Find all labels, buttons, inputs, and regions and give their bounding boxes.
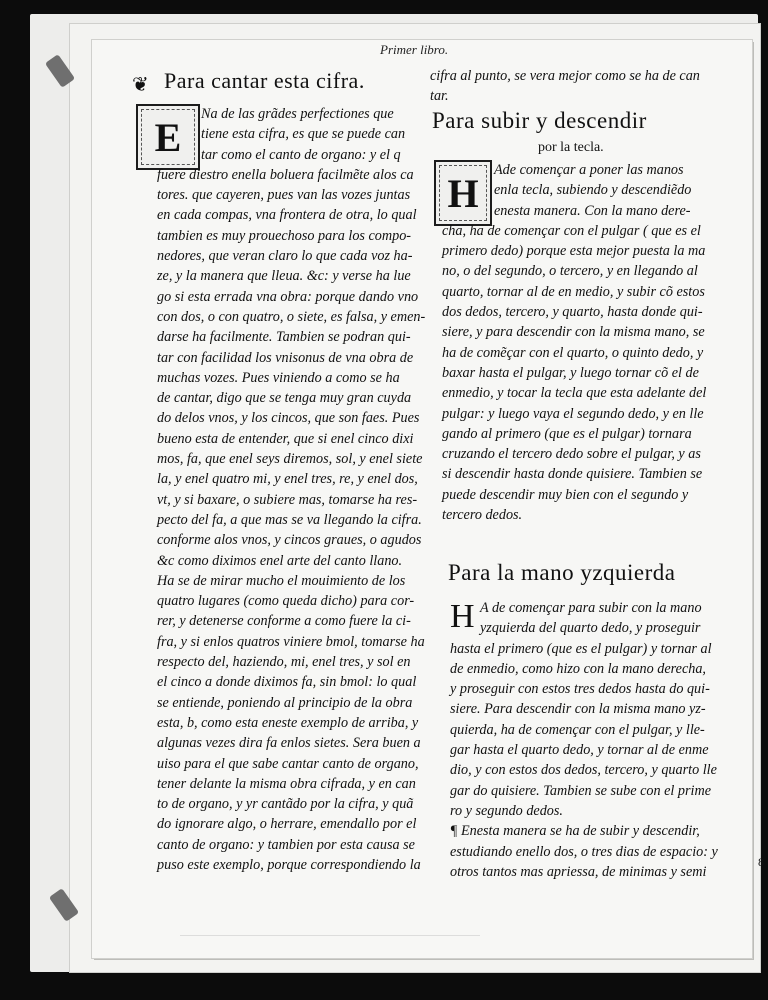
- text-line: esta, b, como esta eneste exemplo de arriba, y: [157, 714, 419, 731]
- text-line: vt, y si baxare, o subiere mas, tomarse ha res-: [157, 491, 418, 508]
- section2-initial: H: [450, 598, 475, 635]
- right-subheading-tecla: por la tecla.: [538, 140, 604, 155]
- text-line: nedores, que veran claro lo que cada voz ha-: [157, 248, 413, 265]
- text-line: en cada compas, vna frontera de otra, lo qual: [157, 207, 417, 224]
- text-line: dio, y con estos dos dedos, tercero, y quarto lle: [450, 762, 717, 779]
- text-line: siere, y para descendir con la misma mano, se: [442, 324, 705, 341]
- text-line: mos, fa, que enel seys diremos, sol, y enel siete: [157, 451, 423, 468]
- text-line: gando al primero (que es el pulgar) tornara: [442, 425, 692, 442]
- text-line: quarto, tornar al de en medio, y subir cõ estos: [442, 283, 705, 300]
- text-line: si descendir hasta donde quisiere. Tambien se: [442, 466, 703, 483]
- text-line: darse ha facilmente. Tambien se podran qui-: [157, 329, 411, 346]
- text-line: enesta manera. Con la mano dere-: [494, 202, 691, 219]
- text-line: do delos vnos, y los cincos, que son faes. Pues: [157, 410, 420, 427]
- text-line: Ha se de mirar mucho el mouimiento de los: [157, 572, 406, 589]
- text-line: gar do quisiere. Tambien se sube con el prime: [450, 782, 711, 799]
- text-line: de cantar, digo que se tenga muy gran cuyda: [157, 390, 412, 407]
- text-line: conforme alos vnos, y cincos graues, o agudos: [157, 532, 422, 549]
- text-line: ze, y la manera que lleua. &c: y verse ha lue: [157, 268, 411, 285]
- text-line: do ignorare algo, o herrare, emendallo por el: [157, 816, 417, 833]
- text-line: gar hasta el quarto dedo, y tornar al de enme: [450, 742, 709, 759]
- text-line: tar.: [430, 88, 449, 105]
- text-line: cifra al punto, se vera mejor como se ha de can: [430, 68, 700, 84]
- text-line: estudiando enello dos, o tres dias de espacio: y: [450, 843, 718, 860]
- text-line: no, o del segundo, o tercero, y en llegando al: [442, 263, 698, 280]
- left-dropcap-letter: E: [154, 114, 182, 160]
- text-line: cruzando el tercero dedo sobre el pulgar, y as: [442, 446, 701, 463]
- text-line: se entiende, poniendo al principio de la obra: [157, 694, 413, 711]
- text-line: y proseguir con estos tres dedos hasta do qui-: [450, 681, 710, 698]
- text-line: tores. que cayeren, pues van las vozes juntas: [157, 187, 411, 204]
- text-line: fra, y si enlos quatros viniere bmol, tomarse ha: [157, 633, 425, 650]
- text-line: ro y segundo dedos.: [450, 802, 563, 819]
- margin-number: 8: [758, 855, 764, 869]
- text-line: pulgar: y luego vaya el segundo dedo, y en lle: [442, 405, 704, 422]
- text-line: A de començar para subir con la mano: [480, 600, 702, 616]
- text-line: la, y enel quatro mi, y enel tres, re, y enel dos,: [157, 471, 418, 488]
- text-line: canto de organo: y tambien por esta causa se: [157, 836, 415, 853]
- text-line: &c como diximos enel arte del canto llano.: [157, 552, 403, 569]
- text-line: yzquierda del quarto dedo, y proseguir: [480, 620, 701, 637]
- text-line: baxar hasta el pulgar, y luego tornar cõ el de: [442, 364, 699, 381]
- text-line: ¶ Enesta manera se ha de subir y descendir,: [450, 823, 700, 840]
- text-line: uiso para el que sabe cantar canto de organo,: [157, 755, 419, 772]
- text-line: tercero dedos.: [442, 507, 523, 524]
- text-line: muchas vozes. Pues viniendo a como se ha: [157, 369, 400, 386]
- text-line: Ade començar a poner las manos: [494, 162, 684, 178]
- text-line: fuere diestro enella boluera facilmẽte alos ca: [157, 166, 414, 183]
- text-line: pecto del fa, a que mas se va llegando la cifra.: [157, 511, 422, 528]
- fleuron-ornament-icon: ❦: [132, 74, 149, 96]
- right-heading-yzquierda: Para la mano yzquierda: [448, 560, 676, 585]
- right-dropcap-letter: H: [447, 170, 479, 216]
- text-line: quatro lugares (como queda dicho) para cor-: [157, 593, 415, 610]
- text-line: puede descendir muy bien con el segundo y: [442, 486, 689, 503]
- text-line: to de organo, y yr cantãdo por la cifra, y quã: [157, 796, 414, 813]
- left-heading: Para cantar esta cifra.: [164, 68, 365, 93]
- running-head: Primer libro.: [380, 42, 449, 57]
- text-line: tiene esta cifra, es que se puede can: [201, 126, 406, 143]
- text-line: enla tecla, subiendo y descendiẽdo: [494, 182, 692, 199]
- right-heading-subir: Para subir y descendir: [432, 108, 647, 133]
- text-line: algunas vezes dira fa enlos sietes. Sera buen a: [157, 735, 421, 752]
- text-line: tar como el canto de organo: y el q: [201, 146, 401, 163]
- text-line: hasta el primero (que es el pulgar) y tornar al: [450, 640, 712, 657]
- text-line: siere. Para descendir con la misma mano yz-: [450, 701, 706, 718]
- text-line: bueno esta de entender, que si enel cinco dixi: [157, 430, 414, 447]
- text-line: cha, ha de començar con el pulgar ( que es el: [442, 222, 701, 239]
- text-line: tar con facilidad los vnisonus de vna obra de: [157, 349, 414, 366]
- text-line: rer, y detenerse conforme a como fuere la ci-: [157, 613, 411, 630]
- text-line: quierda, ha de començar con el pulgar, y lle-: [450, 721, 705, 738]
- text-line: enmedio, y tocar la tecla que esta adelante del: [442, 385, 707, 402]
- text-line: de enmedio, como hizo con la mano derecha,: [450, 660, 706, 677]
- right-column-continuation: [430, 66, 730, 107]
- left-column-text: [154, 104, 457, 875]
- right-section2-text: [450, 598, 750, 882]
- text-line: Na de las grãdes perfectiones que: [201, 106, 394, 122]
- right-section1-text: [442, 160, 742, 525]
- text-line: primero dedo) porque esta mejor puesta la ma: [442, 243, 706, 260]
- text-line: tener delante la misma obra cifrada, y en can: [157, 775, 416, 792]
- text-line: el cinco a donde diximos fa, sin bmol: lo qual: [157, 674, 417, 691]
- text-line: tambien es muy prouechoso para los compo-: [157, 227, 412, 244]
- text-line: go si esta errada vna obra: porque dando vno: [157, 288, 419, 305]
- text-line: otros tantos mas apriessa, de minimas y semi: [450, 863, 707, 880]
- text-line: con dos, o con quatro, o siete, es falsa, y emen-: [157, 308, 426, 325]
- bottom-rule: [180, 935, 480, 952]
- text-line: respecto del, haziendo, mi, enel tres, y sol en: [157, 654, 411, 671]
- text-line: dos dedos, tercero, y quarto, hasta donde qui-: [442, 304, 703, 321]
- text-line: puso este exemplo, porque correspondiendo la: [157, 856, 421, 873]
- text-line: ha de comẽçar con el quarto, o quinto dedo, y: [442, 344, 704, 361]
